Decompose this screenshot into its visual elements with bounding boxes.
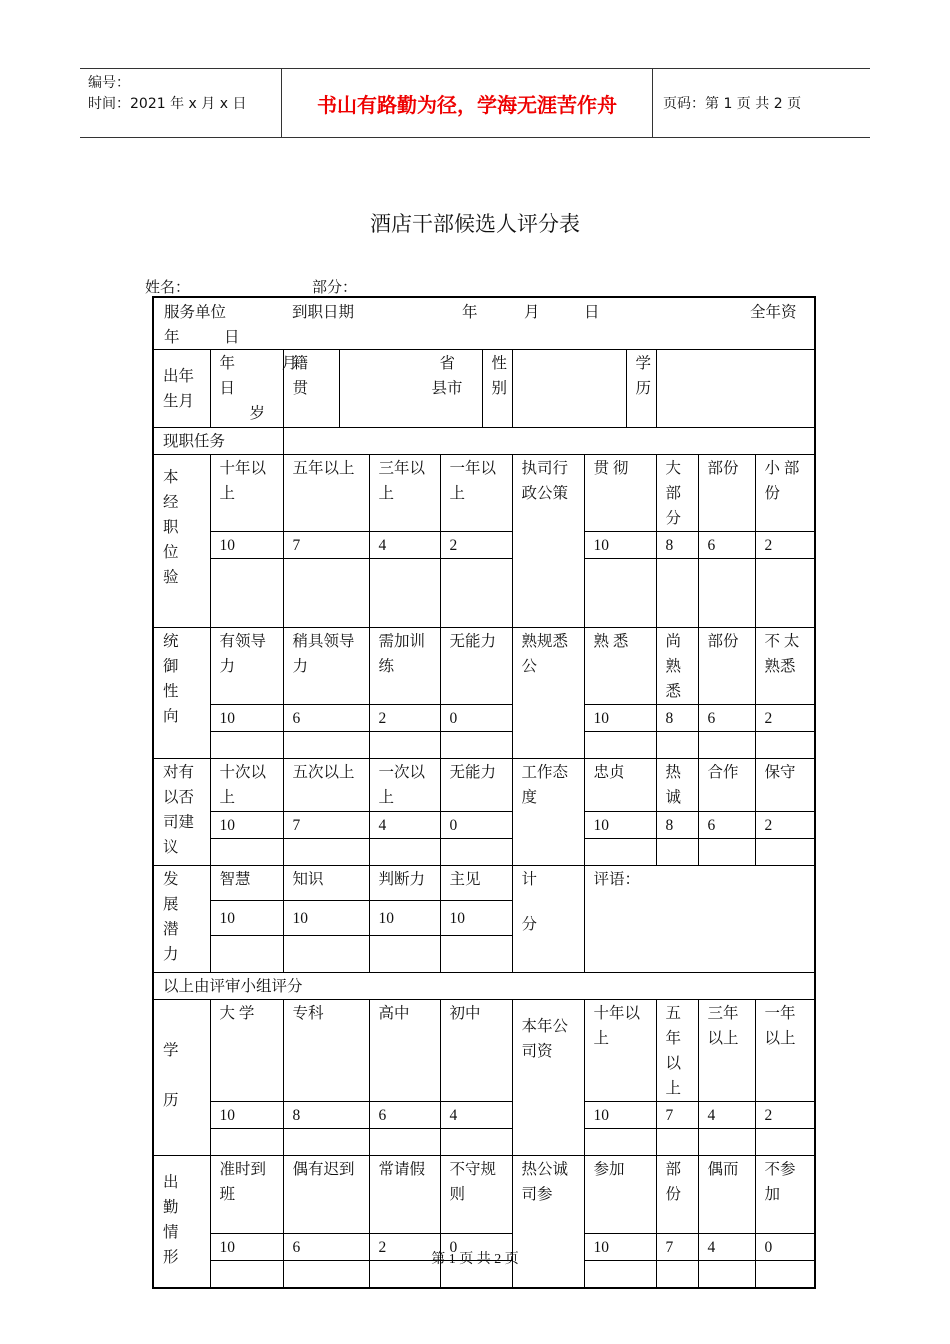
dev-mark-3[interactable] [440, 935, 512, 972]
suggestion-row-scores [153, 812, 815, 839]
education-short-label: 学历 [626, 350, 656, 428]
doc-date-label: 时间：2021 年 x 月 x 日 [88, 96, 247, 112]
att-mark-0[interactable] [584, 839, 656, 866]
leadership-row-scores [153, 705, 815, 732]
sen-mark-2[interactable] [698, 1129, 755, 1156]
attend-opt-2: 常请假 [369, 1156, 440, 1234]
part-opt-3: 不参加 [755, 1156, 815, 1234]
lead-mark-3[interactable] [440, 732, 512, 759]
current-role-value[interactable] [283, 428, 815, 455]
attendance-row-options [153, 1156, 815, 1234]
exec-mark-1[interactable] [656, 559, 698, 628]
education-row-scores [153, 1102, 815, 1129]
gender-value[interactable] [512, 350, 626, 428]
att-mark-1[interactable] [656, 839, 698, 866]
exec-mark-3[interactable] [755, 559, 815, 628]
comment-label: 评语： [593, 871, 641, 888]
exec-opt-2: 部份 [698, 455, 755, 532]
sen-mark-1[interactable] [656, 1129, 698, 1156]
attend-score-2: 2 [369, 1234, 440, 1261]
lead-score-0: 10 [210, 705, 283, 732]
sen-score-3: 2 [755, 1102, 815, 1129]
exec-opt-1: 大部分 [656, 455, 698, 532]
exp-opt-1: 五年以上 [283, 455, 369, 532]
exp-mark-0[interactable] [210, 559, 283, 628]
lead-score-2: 2 [369, 705, 440, 732]
dev-mark-1[interactable] [283, 935, 369, 972]
sen-mark-0[interactable] [584, 1129, 656, 1156]
edu-opt-2: 高中 [369, 1000, 440, 1102]
lead-opt-1: 稍具领导力 [283, 628, 369, 705]
fam-opt-1: 尚熟悉 [656, 628, 698, 705]
dev-mark-0[interactable] [210, 935, 283, 972]
edu-opt-0: 大 学 [210, 1000, 283, 1102]
current-role-label: 现职任务 [163, 433, 226, 450]
lead-score-3: 0 [440, 705, 512, 732]
exp-score-2: 4 [369, 532, 440, 559]
sug-mark-2[interactable] [369, 839, 440, 866]
attitude-label: 工作态度 [512, 759, 584, 866]
dev-score-3: 10 [440, 900, 512, 935]
part-score-2: 4 [698, 1234, 755, 1261]
sug-score-1: 7 [283, 812, 369, 839]
service-cell[interactable] [153, 297, 815, 350]
edu-score-0: 10 [210, 1102, 283, 1129]
attendance-label: 出勤情形 [153, 1156, 210, 1289]
seniority-year-label: 年 [164, 329, 180, 346]
province-label: 省 [439, 355, 456, 372]
sug-opt-3: 无能力 [440, 759, 512, 812]
form-title: 酒店干部候选人评分表 [370, 212, 580, 236]
potential-label: 发展潜力 [153, 866, 210, 973]
edu-mark-2[interactable] [369, 1129, 440, 1156]
header-slogan: 书山有路勤为径，学海无涯苦作舟 [281, 69, 653, 137]
part-score-0: 10 [584, 1234, 656, 1261]
exec-mark-2[interactable] [698, 559, 755, 628]
att-score-2: 6 [698, 812, 755, 839]
experience-label: 本经职位验 [153, 455, 210, 628]
experience-row-options [153, 455, 815, 532]
evaluation-form [152, 296, 816, 1289]
fam-mark-2[interactable] [698, 732, 755, 759]
leadership-row-blank [153, 732, 815, 759]
execution-label: 执司行政公策 [512, 455, 584, 628]
gender-label: 性别 [482, 350, 512, 428]
doc-number-label: 编号： [88, 75, 130, 91]
att-score-1: 8 [656, 812, 698, 839]
page-header [80, 68, 870, 138]
sug-opt-0: 十次以上 [210, 759, 283, 812]
potential-row-options [153, 866, 815, 901]
att-opt-3: 保守 [755, 759, 815, 812]
exec-mark-0[interactable] [584, 559, 656, 628]
edu-score-2: 6 [369, 1102, 440, 1129]
edu-score-3: 4 [440, 1102, 512, 1129]
sug-opt-2: 一次以上 [369, 759, 440, 812]
fam-mark-3[interactable] [755, 732, 815, 759]
part-score-3: 0 [755, 1234, 815, 1261]
attend-opt-3: 不守规则 [440, 1156, 512, 1234]
age-label: 岁 [249, 405, 266, 422]
familiarity-label: 熟规悉公 [512, 628, 584, 759]
fam-mark-0[interactable] [584, 732, 656, 759]
dept-label: 部分： [312, 280, 358, 296]
service-unit-label: 服务单位 [164, 304, 227, 321]
native-label: 籍贯 [283, 350, 339, 428]
header-meta [88, 73, 246, 115]
lead-opt-2: 需加训练 [369, 628, 440, 705]
att-score-3: 2 [755, 812, 815, 839]
dev-opt-1: 知识 [283, 866, 369, 901]
lead-opt-0: 有领导力 [210, 628, 283, 705]
suggestion-row-options [153, 759, 815, 812]
sug-score-0: 10 [210, 812, 283, 839]
edu-opt-3: 初中 [440, 1000, 512, 1102]
attend-score-1: 6 [283, 1234, 369, 1261]
education-label-bottom: 历 [163, 1092, 179, 1109]
att-opt-0: 忠贞 [584, 759, 656, 812]
sen-opt-1: 五年以上 [656, 1000, 698, 1102]
hire-month-label: 月 [524, 304, 540, 321]
exp-score-1: 7 [283, 532, 369, 559]
exec-score-3: 2 [755, 532, 815, 559]
education-row-blank [153, 1129, 815, 1156]
attend-score-3: 0 [440, 1234, 512, 1261]
education-row-options [153, 1000, 815, 1102]
experience-row-blank [153, 559, 815, 628]
dev-score-1: 10 [283, 900, 369, 935]
seniority-day-label: 日 [224, 329, 240, 346]
birth-date-cell[interactable] [210, 350, 298, 428]
exec-opt-0: 贯 彻 [584, 455, 656, 532]
sug-mark-0[interactable] [210, 839, 283, 866]
experience-row-scores [153, 532, 815, 559]
fam-score-3: 2 [755, 705, 815, 732]
att-score-0: 10 [584, 812, 656, 839]
fam-score-2: 6 [698, 705, 755, 732]
exp-opt-2: 三年以上 [369, 455, 440, 532]
sen-opt-3: 一年以上 [755, 1000, 815, 1102]
current-role-row [153, 428, 815, 455]
hire-day-label: 日 [584, 304, 600, 321]
county-label: 县市 [431, 380, 463, 397]
dev-opt-3: 主见 [440, 866, 512, 901]
panel-row [153, 973, 815, 1000]
leadership-row-options [153, 628, 815, 705]
exp-mark-3[interactable] [440, 559, 512, 628]
participation-label: 热公诚司参 [512, 1156, 584, 1289]
dev-mark-2[interactable] [369, 935, 440, 972]
lead-mark-1[interactable] [283, 732, 369, 759]
part-score-1: 7 [656, 1234, 698, 1261]
part-opt-1: 部份 [656, 1156, 698, 1234]
seniority-year-label-vert: 本年公司资 [512, 1000, 584, 1156]
suggestion-label: 对有以否司建议 [153, 759, 210, 866]
edu-score-1: 8 [283, 1102, 369, 1129]
name-label: 姓名： [145, 280, 191, 296]
att-mark-3[interactable] [755, 839, 815, 866]
personal-row [153, 350, 815, 428]
attend-opt-1: 偶有迟到 [283, 1156, 369, 1234]
exec-opt-3: 小 部份 [755, 455, 815, 532]
birth-ym-label: 年 月 [219, 355, 298, 372]
exp-opt-3: 一年以上 [440, 455, 512, 532]
suggestion-row-blank [153, 839, 815, 866]
lead-mark-2[interactable] [369, 732, 440, 759]
page-footer: 第 1 页 共 2 页 [431, 1252, 519, 1267]
dev-opt-0: 智慧 [210, 866, 283, 901]
education-short-value[interactable] [656, 350, 815, 428]
sen-score-1: 7 [656, 1102, 698, 1129]
fam-opt-3: 不 太熟悉 [755, 628, 815, 705]
part-opt-2: 偶而 [698, 1156, 755, 1234]
fam-mark-1[interactable] [656, 732, 698, 759]
edu-mark-1[interactable] [283, 1129, 369, 1156]
hire-year-label: 年 [462, 304, 478, 321]
calc-label-bottom: 分 [521, 916, 538, 933]
lead-opt-3: 无能力 [440, 628, 512, 705]
birth-day-label: 日 [219, 380, 236, 397]
exp-mark-2[interactable] [369, 559, 440, 628]
att-opt-1: 热诚 [656, 759, 698, 812]
exec-score-0: 10 [584, 532, 656, 559]
edu-opt-1: 专科 [283, 1000, 369, 1102]
exp-score-0: 10 [210, 532, 283, 559]
panel-note: 以上由评审小组评分 [153, 973, 815, 1000]
hire-date-label: 到职日期 [292, 304, 355, 321]
fam-opt-0: 熟 悉 [584, 628, 656, 705]
service-row [153, 297, 815, 350]
exp-score-3: 2 [440, 532, 512, 559]
lead-mark-0[interactable] [210, 732, 283, 759]
att-opt-2: 合作 [698, 759, 755, 812]
part-opt-0: 参加 [584, 1156, 656, 1234]
sug-score-2: 4 [369, 812, 440, 839]
lead-score-1: 6 [283, 705, 369, 732]
comment-field[interactable] [584, 866, 815, 973]
att-mark-2[interactable] [698, 839, 755, 866]
header-page-number: 页码：第 1 页 共 2 页 [663, 96, 802, 112]
education-label-top: 学 [163, 1042, 179, 1059]
seniority-label: 全年资 [750, 304, 797, 321]
leadership-label: 统御性向 [153, 628, 210, 759]
dev-score-2: 10 [369, 900, 440, 935]
dev-opt-2: 判断力 [369, 866, 440, 901]
edu-mark-0[interactable] [210, 1129, 283, 1156]
edu-mark-3[interactable] [440, 1129, 512, 1156]
calc-label-top: 计 [521, 871, 538, 888]
sen-score-0: 10 [584, 1102, 656, 1129]
exec-score-2: 6 [698, 532, 755, 559]
sen-opt-2: 三年以上 [698, 1000, 755, 1102]
fam-score-1: 8 [656, 705, 698, 732]
attend-opt-0: 准时到班 [210, 1156, 283, 1234]
sug-opt-1: 五次以上 [283, 759, 369, 812]
birth-label: 出年生月 [153, 350, 210, 428]
sen-opt-0: 十年以上 [584, 1000, 656, 1102]
sug-score-3: 0 [440, 812, 512, 839]
sug-mark-1[interactable] [283, 839, 369, 866]
native-place-cell[interactable] [339, 350, 482, 428]
exec-score-1: 8 [656, 532, 698, 559]
sen-mark-3[interactable] [755, 1129, 815, 1156]
attend-score-0: 10 [210, 1234, 283, 1261]
fam-opt-2: 部份 [698, 628, 755, 705]
exp-opt-0: 十年以上 [210, 455, 283, 532]
sen-score-2: 4 [698, 1102, 755, 1129]
fam-score-0: 10 [584, 705, 656, 732]
dev-score-0: 10 [210, 900, 283, 935]
sug-mark-3[interactable] [440, 839, 512, 866]
exp-mark-1[interactable] [283, 559, 369, 628]
